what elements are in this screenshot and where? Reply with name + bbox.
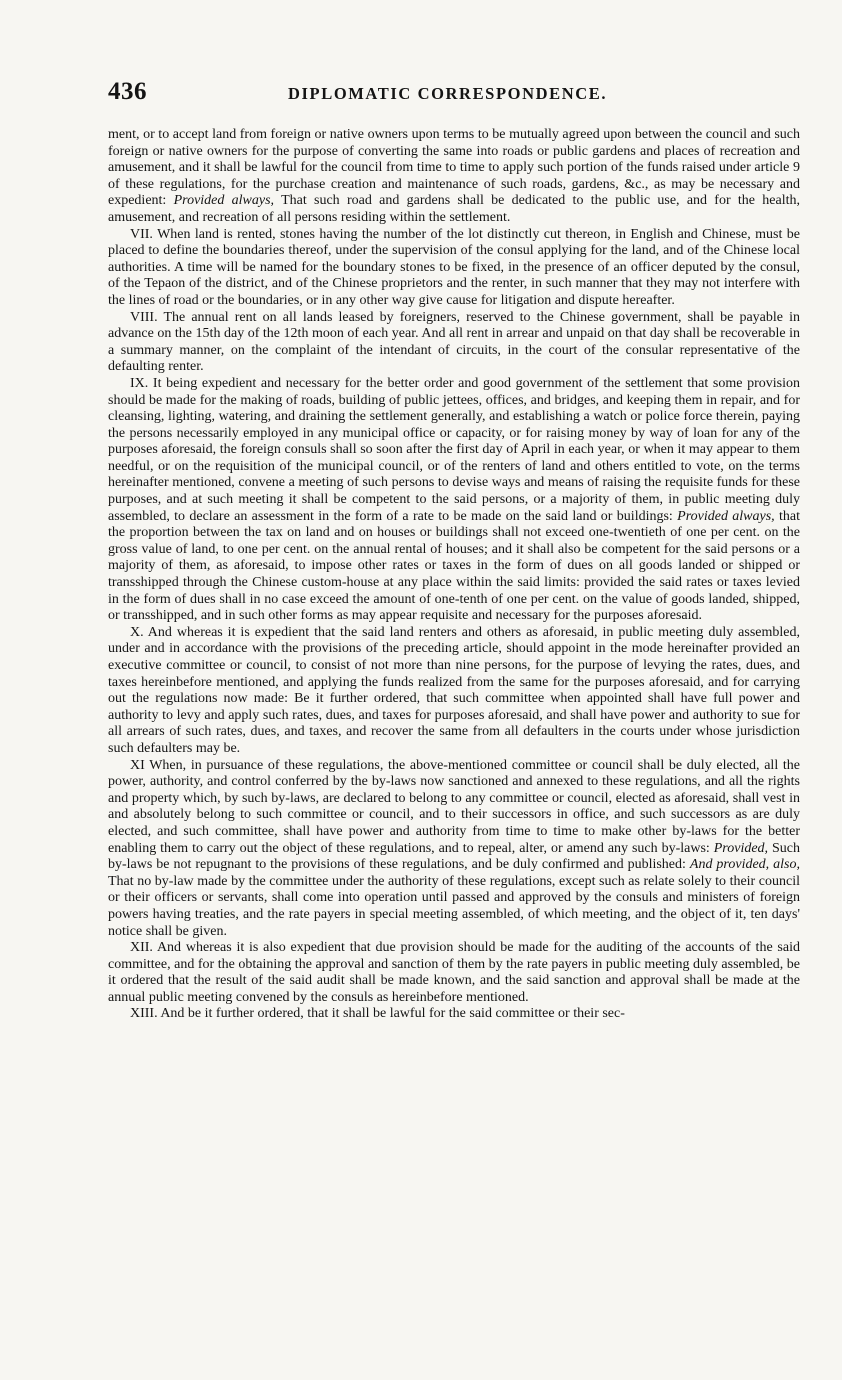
paragraph (108, 227, 800, 310)
paragraph (108, 1006, 800, 1023)
running-title: DIPLOMATIC CORRESPONDENCE. (288, 84, 608, 103)
italic-phrase: And provided, also, (689, 857, 800, 873)
text-run: XIII. And be it further ordered, that it shall be lawful for the said committee or their sec- (130, 1006, 625, 1022)
paragraph (108, 758, 800, 941)
text-run: VII. When land is rented, stones having the number of the lot distinctly cut thereon, in English and Chinese, must be placed to define the boundaries thereof, under the supervision of the consul applying for the land, and of the Chinese local authorities. A time will be named for the boundary stones to be fixed, in the presence of an officer deputed by the consul, of the Tepaon of the district, and of the Chinese proprietors and the renter, in such manner that they may not interfere with the lines of road or the boundaries, or in any other way give cause for litigation and dispute hereafter. (108, 226, 800, 308)
text-run: that the proportion between the tax on land and on houses or buildings shall not exceed one-twentieth of one per cent. on the gross value of land, to one per cent. on the annual rental of houses; and it shall also be competent for the said persons or a majority of them, as aforesaid, to impose other rates or taxes in the form of dues on all goods landed or shipped or transshipped through the Chinese custom-house at any place within the said limits: provided the said rates or taxes levied in the form of dues shall in no case exceed the amount of one-tenth of one per cent. on the value of goods landed, shipped, or transshipped, and in such other forms as may appear requisite and necessary for the purposes aforesaid. (108, 508, 801, 624)
paragraph (108, 940, 800, 1006)
text-run: XII. And whereas it is also expedient that due provision should be made for the auditing of the accounts of the said committee, and for the obtaining the approval and sanction of them by the rate payers in public meeting duly assembled, be it ordered that the result of the said audit shall be made known, and the said sanction and approval shall be made at the annual public meeting convened by the consuls as hereinbefore mentioned. (108, 940, 800, 1005)
text-run: That no by-law made by the committee under the authority of these regulations, except such as relate solely to their council or their officers or servants, shall come into operation until passed and approved by the consuls and ministers of foreign powers having treaties, and the rate payers in special meeting assembled, of which meeting, and the object of it, ten days' notice shall be given. (108, 873, 800, 939)
text-run: X. And whereas it is expedient that the said land renters and others as aforesaid, in public meeting duly assembled, under and in accordance with the provisions of the preceding article, should appoint in the mode hereinafter provided an executive committee or council, to consist of not more than nine persons, for the purpose of levying the rates, dues, and taxes hereinbefore mentioned, and applying the funds realized from the same for the purposes aforesaid, and for carrying out the regulations now made: Be it further ordered, that such committee when appointed shall have full power and authority to levy and apply such rates, dues, and taxes for purposes aforesaid, and shall have power and authority to sue for all arrears of such rates, dues, and taxes, and recover the same from all defaulters in the courts under whose jurisdiction such defaulters may be. (108, 624, 800, 756)
italic-phrase: Provided, (713, 840, 769, 856)
italic-phrase: Provided always, (173, 193, 275, 209)
page-header (108, 78, 800, 112)
paragraph (108, 310, 800, 376)
text-run: That such road and gardens shall be dedicated to the public use, and for the health, amusement, and recreation of all persons residing within the settlement. (108, 193, 801, 225)
paragraph (108, 127, 800, 227)
text-run: XI When, in pursuance of these regulations, the above-mentioned committee or council shall be duly elected, all the power, authority, and control conferred by the by-laws now sanctioned and annexed to these regulations, and all the rights and property which, by such by-laws, are declared to belong to any committee or council, elected as aforesaid, shall vest in and absolutely belong to such committee or council, and to their successors in office, and such successors as are duly elected, and such committee, shall have power and authority from time to time to make other by-laws for the better enabling them to carry out the object of these regulations, and to repeal, alter, or amend any such by-laws: (108, 757, 800, 856)
body-text (108, 127, 800, 1023)
text-run: Such by-laws be not repugnant to the provisions of these regulations, and be duly confirmed and published: (108, 840, 801, 873)
text-run: IX. It being expedient and necessary for the better order and good government of the settlement that some provision should be made for the making of roads, building of public jettees, offices, and bridges, and keeping them in repair, and for cleansing, lighting, watering, and draining the settlement generally, and establishing a watch or police force therein, paying the persons necessarily employed in any municipal office or capacity, or for raising money by way of loan for any of the purposes aforesaid, the foreign consuls shall so soon after the first day of April in each year, or when it may appear to them needful, or on the requisition of the municipal council, or of the renters of land and others entitled to vote, on the terms hereinafter mentioned, convene a meeting of such persons to devise ways and means of raising the requisite funds for these purposes, and at such meeting it shall be competent to the said persons, or a majority of them, in public meeting duly assembled, to declare an assessment in the form of a rate to be made on the said land or buildings: (108, 375, 800, 524)
paragraph (108, 625, 800, 758)
page-number: 436 (108, 78, 147, 105)
text-run: VIII. The annual rent on all lands leased by foreigners, reserved to the Chinese government, shall be payable in advance on the 15th day of the 12th moon of each year. And all rent in arrear and unpaid on that day shall be recoverable in a summary manner, on the complaint of the intendant of circuits, in the court of the consular representative of the defaulting renter. (108, 309, 800, 375)
italic-phrase: Provided always, (677, 508, 775, 524)
paragraph (108, 376, 800, 625)
text-run: ment, or to accept land from foreign or native owners upon terms to be mutually agreed upon between the council and such foreign or native owners for the purpose of converting the same into roads or public gardens and places of recreation and amusement, and it shall be lawful for the council from time to time to apply such portion of the funds raised under article 9 of these regulations, for the purchase creation and maintenance of such roads, gardens, &c., as may be necessary and expedient: (108, 127, 800, 209)
